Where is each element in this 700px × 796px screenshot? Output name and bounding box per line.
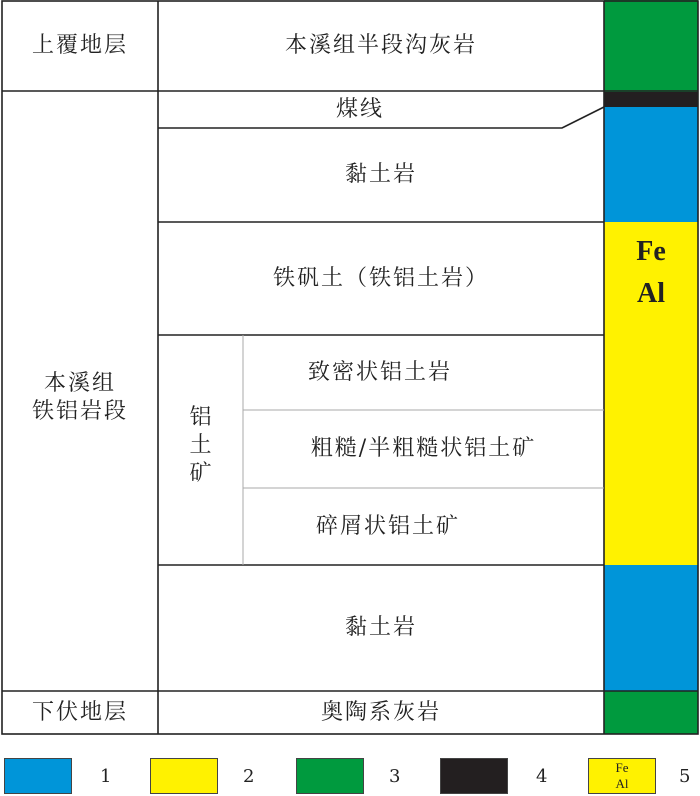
underlying-strata-label: 下伏地层: [31, 699, 128, 725]
layer-rough-bauxite: 粗糙/半粗糙状铝土矿: [310, 436, 537, 462]
layer-clay-upper: 黏土岩: [344, 162, 417, 188]
legend: [0, 755, 700, 795]
layer-top-limestone: 本溪组半段沟灰岩: [284, 33, 477, 59]
legend-swatch-2: [150, 758, 218, 794]
legend-num-2: 2: [243, 766, 255, 787]
al-label: Al: [637, 278, 665, 309]
legend-swatch-5: [588, 758, 656, 794]
bauxite-char-1: 铝: [189, 405, 212, 430]
member-label-line2: 铁铝岩段: [31, 399, 128, 424]
bauxite-char-3: 矿: [189, 461, 212, 486]
legend-fe-label: Fe: [615, 760, 629, 775]
layer-coal-seam: 煤线: [335, 97, 384, 123]
legend-al-label: Al: [615, 776, 629, 791]
layer-clay-lower: 黏土岩: [344, 615, 417, 641]
legend-num-5: 5: [679, 766, 691, 787]
member-label: [2, 370, 158, 426]
legend-num-1: 1: [100, 766, 112, 787]
legend-num-4: 4: [536, 766, 548, 787]
bauxite-char-2: 土: [189, 433, 212, 458]
layer-clastic-bauxite: 碎屑状铝土矿: [315, 513, 460, 539]
layer-ordovician-limestone: 奥陶系灰岩: [320, 699, 441, 725]
layer-dense-bauxite-rock: 致密状铝土岩: [307, 359, 452, 385]
fe-label: Fe: [636, 236, 666, 267]
legend-swatch-1: [4, 758, 72, 794]
overlying-strata-label: 上覆地层: [31, 33, 128, 59]
bauxite-label: [158, 404, 243, 488]
layer-ferro-bauxite: 铁矾土（铁铝土岩）: [272, 265, 489, 291]
legend-num-3: 3: [389, 766, 401, 787]
legend-swatch-4: [440, 758, 508, 794]
member-label-line1: 本溪组: [43, 371, 116, 396]
legend-swatch-3: [296, 758, 364, 794]
